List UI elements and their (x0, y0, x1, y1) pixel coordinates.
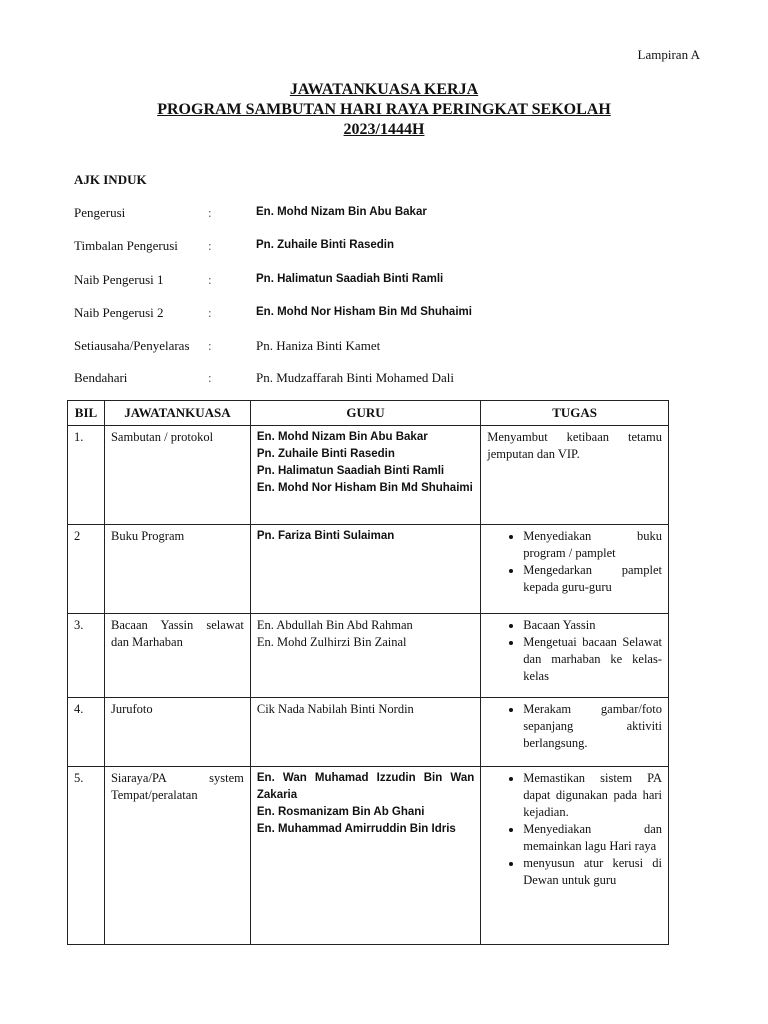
ajk-role: Naib Pengerusi 2 (74, 305, 164, 320)
ajk-role: Pengerusi (74, 205, 126, 220)
cell-jawatankuasa: Jurufoto (104, 698, 250, 767)
guru-name: En. Mohd Nor Hisham Bin Md Shuhaimi (256, 482, 473, 494)
table-row (68, 767, 669, 945)
cell-guru (250, 426, 480, 525)
attachment-label: Lampiran A (637, 47, 700, 62)
ajk-role: Naib Pengerusi 1 (74, 272, 164, 287)
cell-bil: 5. (68, 767, 105, 945)
ajk-role: Setiausaha/Penyelaras (74, 338, 190, 353)
guru-name: En. Abdullah Bin Abd Rahman (256, 618, 413, 632)
tugas-item: • Bacaan Yassin (523, 617, 662, 634)
guru-name: En. Mohd Zulhirzi Bin Zainal (256, 635, 407, 649)
cell-tugas (481, 614, 669, 698)
ajk-name: En. Mohd Nor Hisham Bin Md Shuhaimi (256, 306, 472, 318)
cell-tugas (481, 426, 669, 525)
ajk-role: Timbalan Pengerusi (74, 238, 178, 253)
ajk-heading: AJK INDUK (74, 172, 147, 187)
doc-title-line-1: JAWATANKUASA KERJA (289, 81, 479, 98)
tugas-item: • Mengedarkan pamplet kepada guru-guru (523, 562, 662, 596)
guru-name: En. Muhammad Amirruddin Bin Idris (256, 823, 456, 835)
cell-guru (250, 767, 480, 945)
header-tugas: TUGAS (481, 401, 669, 426)
cell-bil: 1. (68, 426, 105, 525)
cell-guru (250, 614, 480, 698)
ajk-colon: : (208, 205, 212, 220)
cell-tugas (481, 767, 669, 945)
tugas-list (487, 770, 662, 889)
ajk-name: Pn. Halimatun Saadiah Binti Ramli (256, 273, 444, 285)
cell-guru (250, 698, 480, 767)
table-row (68, 426, 669, 525)
tugas-item: • Memastikan sistem PA dapat digunakan pada hari kejadian. (523, 770, 662, 821)
tugas-item: • Menyediakan dan memainkan lagu Hari raya (523, 821, 662, 855)
tugas-item: • Mengetuai bacaan Selawat dan marhaban ke kelas-kelas (523, 634, 662, 685)
table-header-row (68, 401, 669, 426)
tugas-item: • menyusun atur kerusi di Dewan untuk guru (523, 855, 662, 889)
ajk-colon: : (208, 338, 212, 353)
ajk-colon: : (208, 238, 212, 253)
cell-bil: 4. (68, 698, 105, 767)
cell-jawatankuasa: Bacaan Yassin selawat dan Marhaban (104, 614, 250, 698)
ajk-colon: : (208, 305, 212, 320)
doc-title-line-3: 2023/1444H (343, 121, 425, 138)
guru-name: En. Rosmanizam Bin Ab Ghani (256, 806, 425, 818)
doc-title-line-2: PROGRAM SAMBUTAN HARI RAYA PERINGKAT SEKOLAH (157, 101, 611, 118)
ajk-colon: : (208, 370, 212, 385)
committee-table (67, 400, 669, 945)
guru-name: En. Wan Muhamad Izzudin Bin Wan Zakaria (256, 772, 475, 801)
cell-bil: 3. (68, 614, 105, 698)
tugas-list (487, 701, 662, 752)
table-row (68, 614, 669, 698)
header-guru: GURU (250, 401, 480, 426)
cell-jawatankuasa: Sambutan / protokol (104, 426, 250, 525)
cell-guru (250, 525, 480, 614)
ajk-name: Pn. Mudzaffarah Binti Mohamed Dali (256, 370, 454, 385)
cell-jawatankuasa: Buku Program (104, 525, 250, 614)
ajk-name: En. Mohd Nizam Bin Abu Bakar (256, 206, 427, 218)
cell-jawatankuasa: Siaraya/PA system Tempat/peralatan (104, 767, 250, 945)
guru-name: Pn. Halimatun Saadiah Binti Ramli (256, 465, 445, 477)
cell-bil: 2 (68, 525, 105, 614)
tugas-item: • Menyediakan buku program / pamplet (523, 528, 662, 562)
guru-name: Pn. Fariza Binti Sulaiman (256, 530, 395, 542)
cell-tugas (481, 698, 669, 767)
guru-name: Cik Nada Nabilah Binti Nordin (256, 702, 414, 716)
guru-name: Pn. Zuhaile Binti Rasedin (256, 448, 395, 460)
ajk-role: Bendahari (74, 370, 128, 385)
header-jawatankuasa: JAWATANKUASA (104, 401, 250, 426)
table-row (68, 698, 669, 767)
ajk-name: Pn. Zuhaile Binti Rasedin (256, 239, 395, 251)
tugas-list (487, 617, 662, 685)
table-row (68, 525, 669, 614)
tugas-list (487, 528, 662, 596)
ajk-colon: : (208, 272, 212, 287)
ajk-name: Pn. Haniza Binti Kamet (256, 338, 381, 353)
header-bil: BIL (68, 401, 105, 426)
tugas-item: • Merakam gambar/foto sepanjang aktiviti berlangsung. (523, 701, 662, 752)
tugas-text: Menyambut ketibaan tetamu jemputan dan VIP. (487, 430, 662, 461)
guru-name: En. Mohd Nizam Bin Abu Bakar (256, 431, 428, 443)
cell-tugas (481, 525, 669, 614)
